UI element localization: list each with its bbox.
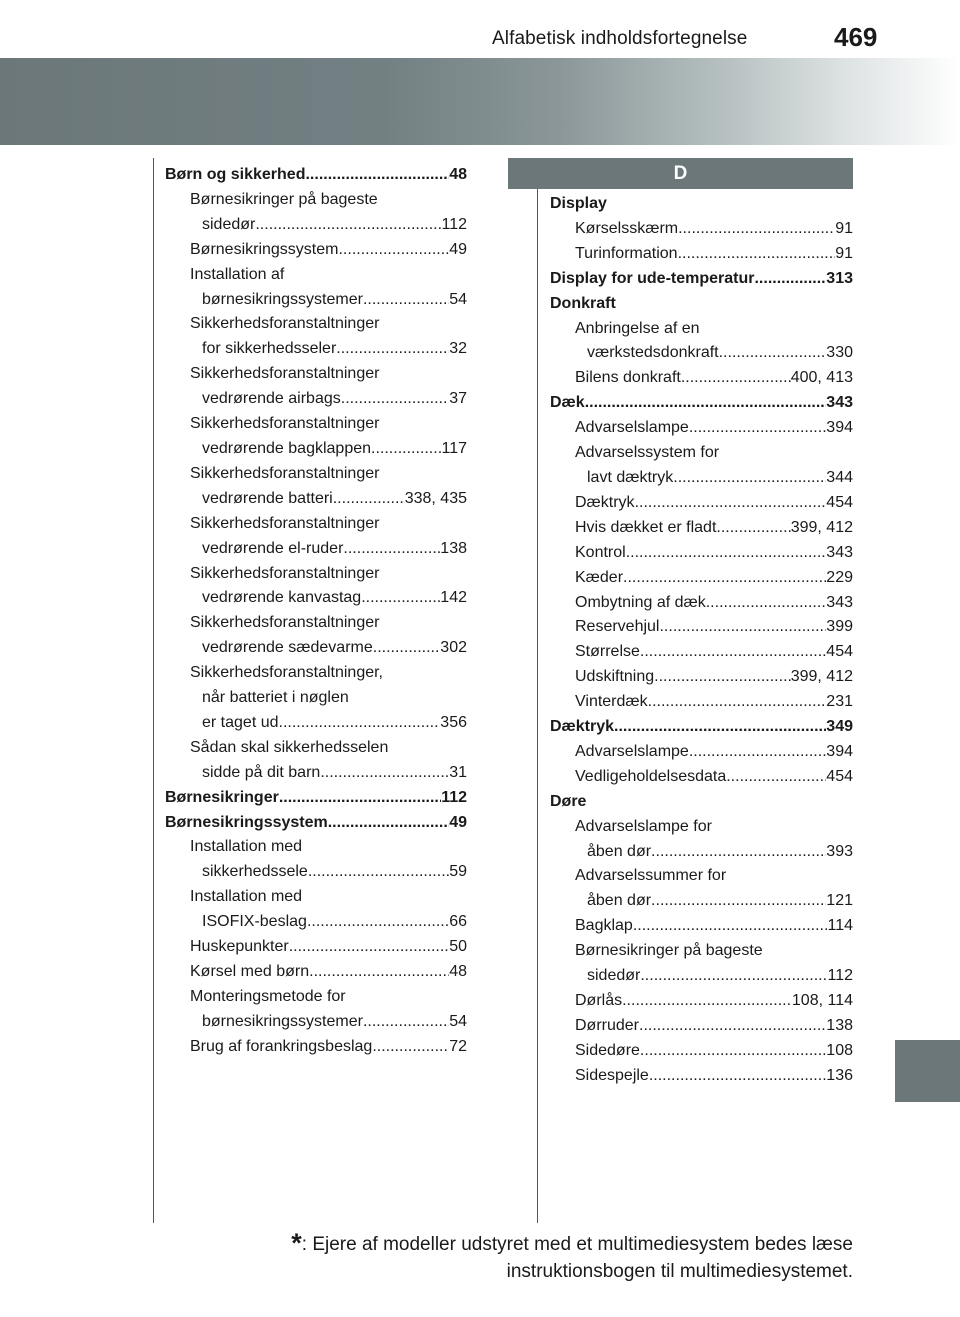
dot-leader (651, 889, 826, 914)
index-entry (165, 188, 467, 238)
dot-leader (649, 1064, 826, 1089)
index-entry-page: 138 (440, 539, 467, 557)
dot-leader (343, 537, 440, 562)
index-entry-page: 399, 412 (790, 518, 853, 536)
index-entry-text: Sådan skal sikkerhedsselen (190, 738, 389, 756)
index-entry-text: værkstedsdonkraft (587, 344, 719, 362)
index-entry-page: 313 (826, 269, 853, 287)
dot-leader (689, 416, 826, 441)
dot-leader (640, 640, 826, 665)
dot-leader (371, 437, 441, 462)
index-entry (165, 736, 467, 786)
index-entry-text: vedrørende bagklappen (202, 439, 372, 457)
index-entry-text: Børnesikringssystem (190, 240, 339, 258)
index-entry-text: Sidespejle (575, 1066, 649, 1084)
index-entry-text: Dørlås (575, 992, 623, 1009)
index-entry-text: Kørsel med børn (190, 963, 310, 980)
index-entry-text: Advarselslampe (575, 419, 689, 437)
dot-leader (639, 1014, 826, 1039)
index-entry-text: åben dør (587, 892, 652, 910)
index-entry (550, 292, 853, 317)
dot-leader (361, 586, 440, 611)
index-entry-text: Advarselssummer for (575, 867, 727, 885)
index-entry-text: er taget ud (202, 713, 279, 731)
index-entry-text: lavt dæktryk (587, 468, 674, 486)
dot-leader (726, 765, 826, 790)
index-entry (165, 462, 467, 512)
index-entry (165, 661, 467, 736)
index-entry-text: Display for ude-temperatur (550, 269, 755, 287)
index-entry-page: 344 (826, 468, 853, 486)
dot-leader (648, 690, 827, 715)
index-entry-text: Sikkerhedsforanstaltninger (190, 564, 380, 582)
dot-leader (279, 786, 441, 811)
index-entry (550, 665, 853, 690)
dot-leader (338, 238, 449, 263)
index-entry-text: vedrørende sædevarme (202, 639, 373, 657)
index-entry-text: Dæktryk (575, 493, 635, 511)
index-entry-text: Sikkerhedsforanstaltninger (190, 514, 380, 532)
index-entry-page: 330 (826, 344, 853, 362)
index-entry (550, 914, 853, 939)
index-entry (550, 939, 853, 989)
dot-leader (654, 665, 791, 690)
index-entry-page: 54 (449, 290, 467, 308)
dot-leader (305, 163, 449, 188)
index-entry-text: Børnesikringssystem (165, 813, 328, 831)
dot-leader (706, 591, 827, 616)
index-entry-text: Børnesikringer på bageste (190, 190, 378, 208)
dot-leader (681, 366, 791, 391)
index-entry-text: Hvis dækket er fladt (575, 518, 717, 536)
index-entry-page: 112 (827, 967, 853, 985)
index-entry-text: Bilens donkraft (575, 369, 681, 387)
index-entry-text: Dæktryk (550, 718, 615, 736)
dot-leader (640, 964, 827, 989)
index-entry-page: 356 (440, 713, 467, 731)
index-entry-page: 399 (826, 618, 853, 636)
index-entry (165, 960, 467, 985)
index-entry-text: Ombytning af dæk (575, 593, 706, 611)
section-letter-header: D (508, 158, 853, 189)
index-entry-text: Sidedøre (575, 1041, 640, 1059)
index-entry (550, 989, 853, 1014)
index-entry-text: Advarselslampe for (575, 817, 712, 835)
index-entry (165, 238, 467, 263)
index-entry (550, 790, 853, 815)
index-entry-page: 49 (449, 813, 467, 831)
index-entry (550, 615, 853, 640)
dot-leader (372, 1035, 449, 1060)
index-entry-page: 59 (449, 863, 467, 881)
dot-leader (689, 740, 826, 765)
index-entry-page: 121 (826, 892, 853, 910)
dot-leader (585, 391, 827, 416)
dot-leader (622, 989, 792, 1014)
index-entry-text: Bagklap (575, 917, 633, 935)
index-entry (550, 242, 853, 267)
footnote (150, 1230, 853, 1285)
dot-leader (640, 1039, 826, 1064)
column-divider-left (153, 158, 154, 1223)
index-entry-text: børnesikringssystemer (202, 290, 363, 308)
index-entry-text: Kørselsskærm (575, 219, 679, 237)
index-entry (550, 640, 853, 665)
index-entry (550, 391, 853, 416)
index-entry-text: Døre (550, 792, 587, 810)
index-entry (165, 1035, 467, 1060)
index-entry-page: 394 (826, 419, 853, 437)
footnote-line-2: instruktionsbogen til multimediesystemet. (506, 1261, 853, 1282)
index-entry-text: sikkerhedssele (202, 863, 308, 881)
dot-leader (678, 242, 836, 267)
index-entry (550, 715, 853, 740)
index-entry (165, 835, 467, 885)
dot-leader (373, 636, 441, 661)
dot-leader (651, 840, 826, 865)
dot-leader (320, 761, 449, 786)
index-entry-text: for sikkerhedsseler (202, 340, 337, 358)
index-entry-text: Brug af forankringsbeslag (190, 1037, 373, 1055)
index-entry (550, 416, 853, 441)
index-entry-page: 343 (826, 543, 853, 561)
index-entry-page: 338, 435 (404, 489, 467, 507)
index-entry-text: vedrørende kanvastag (202, 589, 362, 607)
index-entry-text: Turinformation (575, 244, 678, 262)
dot-leader (673, 466, 826, 491)
dot-leader (363, 288, 449, 313)
index-entry-text: sidedør (587, 967, 641, 985)
index-entry (550, 1039, 853, 1064)
index-entry-page: 48 (449, 963, 467, 980)
dot-leader (255, 213, 441, 238)
dot-leader (289, 935, 449, 960)
index-entry (165, 263, 467, 313)
index-entry-text: Børnesikringer på bageste (575, 942, 763, 960)
index-entry (550, 1014, 853, 1039)
index-entry-text: Sikkerhedsforanstaltninger (190, 464, 380, 482)
index-entry-page: 54 (449, 1012, 467, 1030)
index-entry-text: Advarselssystem for (575, 444, 720, 462)
dot-leader (626, 541, 827, 566)
index-entry (550, 591, 853, 616)
index-entry-text: når batteriet i nøglen (202, 689, 349, 707)
index-entry-page: 112 (441, 788, 467, 806)
dot-leader (678, 217, 835, 242)
dot-leader (308, 860, 449, 885)
dot-leader (716, 516, 790, 541)
index-entry-text: vedrørende batteri (202, 489, 333, 507)
index-entry-page: 37 (449, 390, 467, 408)
dot-leader (309, 960, 449, 985)
index-column-left (165, 163, 467, 1060)
index-entry-text: Børn og sikkerhed (165, 166, 306, 183)
index-entry-page: 454 (826, 493, 853, 511)
index-entry-text: Installation med (190, 888, 303, 906)
index-entry-text: Kontrol (575, 543, 626, 561)
dot-leader (363, 1010, 449, 1035)
index-entry-text: Installation med (190, 838, 303, 856)
index-entry-page: 231 (826, 693, 853, 711)
index-entry (550, 566, 853, 591)
index-entry-page: 138 (826, 1016, 853, 1034)
index-entry (165, 163, 467, 188)
index-entry-text: Donkraft (550, 294, 616, 312)
dot-leader (307, 910, 449, 935)
index-entry-page: 142 (440, 589, 467, 607)
dot-leader (328, 811, 449, 836)
index-entry-page: 31 (449, 763, 467, 781)
index-entry-page: 108 (826, 1041, 853, 1059)
index-entry-page: 454 (826, 767, 853, 785)
index-entry (165, 512, 467, 562)
index-entry (550, 491, 853, 516)
page-header-title: Alfabetisk indholdsfortegnelse (492, 28, 748, 49)
footnote-marker: * (291, 1228, 302, 1258)
dot-leader (633, 914, 828, 939)
index-entry-page: 108, 114 (791, 992, 853, 1009)
index-entry-page: 136 (826, 1066, 853, 1084)
index-entry (550, 765, 853, 790)
index-entry-text: Børnesikringer (165, 788, 279, 806)
index-entry-text: ISOFIX-beslag (202, 913, 307, 931)
index-entry (165, 985, 467, 1035)
index-entry (550, 864, 853, 914)
index-entry-page: 91 (835, 244, 853, 262)
index-entry-page: 229 (826, 568, 853, 586)
index-entry-text: Kæder (575, 568, 624, 586)
index-entry-text: Huskepunkter (190, 938, 289, 956)
footnote-line-1: : Ejere af modeller udstyret med et multimediesystem bedes læse (301, 1234, 853, 1255)
index-entry-text: Sikkerhedsforanstaltninger (190, 315, 380, 333)
index-entry-text: Vedligeholdelsesdata (575, 767, 727, 785)
index-entry (550, 740, 853, 765)
index-entry-text: Anbringelse af en (575, 319, 700, 337)
index-entry-text: åben dør (587, 842, 652, 860)
index-entry-text: Installation af (190, 265, 285, 283)
dot-leader (659, 615, 826, 640)
index-entry (550, 815, 853, 865)
index-entry-text: Monteringsmetode for (190, 987, 346, 1005)
column-divider-middle (537, 158, 538, 1223)
index-entry (165, 935, 467, 960)
index-entry-text: Sikkerhedsforanstaltninger (190, 415, 380, 433)
index-entry (550, 366, 853, 391)
index-entry-page: 48 (449, 166, 467, 183)
index-entry (165, 362, 467, 412)
index-entry (550, 267, 853, 292)
index-entry-page: 302 (440, 639, 467, 657)
index-entry-text: Sikkerhedsforanstaltninger (190, 614, 380, 632)
index-entry-page: 112 (441, 215, 467, 233)
index-entry (165, 786, 467, 811)
dot-leader (719, 341, 827, 366)
index-entry-text: Reservehjul (575, 618, 660, 636)
index-entry-page: 114 (827, 917, 853, 935)
index-entry-text: sidedør (202, 215, 256, 233)
index-entry-page: 400, 413 (790, 369, 853, 387)
index-entry-page: 66 (449, 913, 467, 931)
index-entry (550, 192, 853, 217)
index-entry (550, 541, 853, 566)
header-banner (0, 58, 960, 145)
dot-leader (623, 566, 826, 591)
index-entry-page: 343 (826, 394, 853, 412)
index-entry-page: 91 (835, 219, 853, 237)
dot-leader (754, 267, 826, 292)
index-column-right (550, 192, 853, 1089)
index-entry-text: Sikkerhedsforanstaltninger, (190, 664, 383, 682)
index-entry (550, 1064, 853, 1089)
page-number: 469 (834, 22, 878, 52)
index-entry-text: Udskiftning (575, 668, 655, 686)
dot-leader (341, 387, 449, 412)
chapter-tab (895, 1040, 960, 1102)
index-entry-text: vedrørende el-ruder (202, 539, 344, 557)
index-entry-page: 349 (826, 718, 853, 736)
index-entry-page: 454 (826, 643, 853, 661)
index-entry-text: børnesikringssystemer (202, 1012, 363, 1030)
index-entry-text: Vinterdæk (575, 693, 648, 711)
index-entry (165, 412, 467, 462)
index-entry-text: Display (550, 195, 607, 212)
index-entry (165, 611, 467, 661)
dot-leader (635, 491, 827, 516)
index-entry-page: 399, 412 (790, 668, 853, 686)
dot-leader (336, 337, 449, 362)
index-entry-page: 393 (826, 842, 853, 860)
dot-leader (279, 711, 441, 736)
index-entry-text: Sikkerhedsforanstaltninger (190, 365, 380, 383)
index-entry (165, 312, 467, 362)
index-entry (550, 441, 853, 491)
page-top-strip (0, 0, 960, 58)
index-entry-text: vedrørende airbags (202, 390, 341, 408)
index-entry-page: 50 (449, 938, 467, 956)
dot-leader (614, 715, 826, 740)
index-entry-text: Størrelse (575, 643, 640, 661)
index-entry-text: Dørruder (575, 1016, 640, 1034)
index-entry-text: Advarselslampe (575, 742, 689, 760)
index-entry (550, 317, 853, 367)
index-entry (165, 811, 467, 836)
index-entry-page: 117 (441, 439, 467, 457)
index-entry (550, 690, 853, 715)
index-entry-page: 394 (826, 742, 853, 760)
index-entry (550, 516, 853, 541)
index-entry-text: sidde på dit barn (202, 763, 321, 781)
index-entry-page: 343 (826, 593, 853, 611)
index-entry-page: 72 (449, 1037, 467, 1055)
index-entry-text: Dæk (550, 394, 585, 412)
index-entry-page: 32 (449, 340, 467, 358)
dot-leader (333, 487, 405, 512)
index-entry (165, 562, 467, 612)
index-entry (165, 885, 467, 935)
index-entry (550, 217, 853, 242)
index-entry-page: 49 (449, 240, 467, 258)
